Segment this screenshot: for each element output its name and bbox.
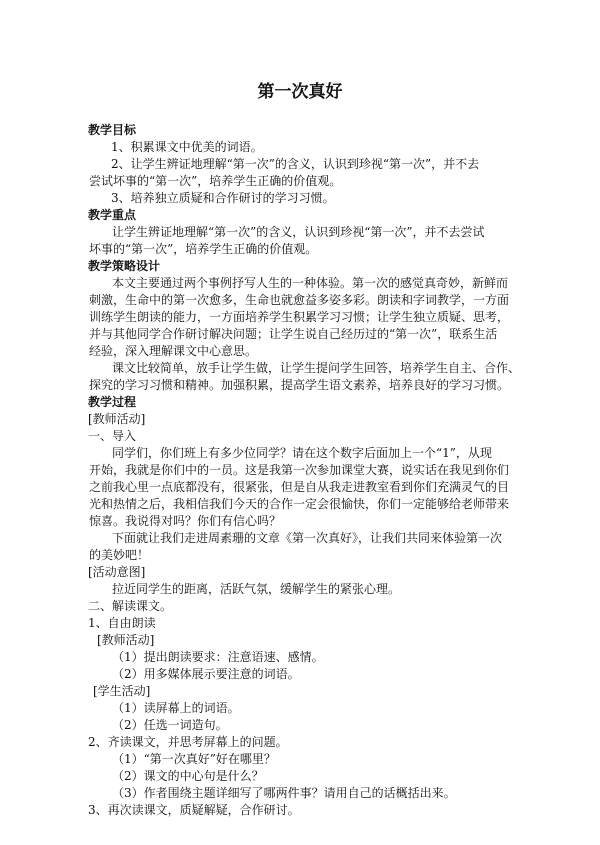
focus-line-1: 让学生辨证地理解“第一次”的含义，认识到珍视“第一次”，并不去尝试 xyxy=(112,225,485,239)
step1-student-label: [学生活动] xyxy=(93,684,151,698)
goal-item-1: 1、积累课文中优美的词语。 xyxy=(111,140,263,154)
strategy-line-3: 训练学生朗读的能力，一方面培养学生积累学习习惯；让学生独立质疑、思考， xyxy=(89,310,510,324)
strategy-line-1: 本文主要通过两个事例抒写人生的一种体验。第一次的感觉真奇妙，新鲜而 xyxy=(112,276,509,290)
step1-student-item-2: （2）任选一词造句。 xyxy=(112,718,228,732)
intro-line-3: 之前我心里一点底都没有，很紧张，但是自从我走进教室看到你们充满灵气的目 xyxy=(89,480,510,494)
step3-heading: 3、再次读课文，质疑解疑，合作研讨。 xyxy=(88,803,300,817)
teacher-activity-label: [教师活动] xyxy=(88,412,146,426)
goal-item-3: 3、培养独立质疑和合作研讨的学习习惯。 xyxy=(111,191,335,205)
intro-line-2: 开始，我就是你们中的一员。这是我第一次参加课堂大赛，说实话在我见到你们 xyxy=(89,463,510,477)
step1-teacher-item-2: （2）用多媒体展示要注意的词语。 xyxy=(112,667,300,681)
strategy-line-6: 课文比较简单，放手让学生做，让学生提问学生回答，培养学生自主、合作、 xyxy=(112,361,521,375)
intro-line-4: 光和热情之后，我相信我们今天的合作一定会很愉快，你们一定能够给老师带来 xyxy=(89,497,510,511)
activity-intent-label: [活动意图] xyxy=(88,565,146,579)
part2-heading: 二、解读课文。 xyxy=(88,599,173,613)
goal-item-2: 2、让学生辨证地理解“第一次”的含义，认识到珍视“第一次”，并不去 xyxy=(111,157,480,171)
step1-teacher-label: [教师活动] xyxy=(97,633,155,647)
strategy-line-5: 经验，深入理解课文中心意思。 xyxy=(89,344,258,358)
intro-line-7: 的美妙吧！ xyxy=(89,548,150,562)
step2-item-2: （2）课文的中心句是什么？ xyxy=(112,769,264,783)
strategy-line-2: 刺激，生命中的第一次愈多，生命也就愈益多姿多彩。朗读和字词教学，一方面 xyxy=(89,293,510,307)
goal-item-2-cont: 尝试坏事的“第一次”，培养学生正确的价值观。 xyxy=(89,174,342,188)
step1-teacher-item-1: （1）提出朗读要求：注意语速、感情。 xyxy=(112,650,324,664)
step2-heading: 2、齐读课文，并思考屏幕上的问题。 xyxy=(88,735,288,749)
focus-line-2: 坏事的“第一次”，培养学生正确的价值观。 xyxy=(89,242,318,256)
strategy-line-7: 探究的学习习惯和精神。加强积累，提高学生语文素养，培养良好的学习习惯。 xyxy=(89,378,510,392)
step2-item-1: （1）“第一次真好”好在哪里？ xyxy=(112,752,276,766)
step1-student-item-1: （1）读屏幕上的词语。 xyxy=(112,701,240,715)
section-heading-strategy: 教学策略设计 xyxy=(88,259,161,273)
document-title: 第一次真好 xyxy=(257,82,343,102)
step2-item-3: （3）作者围绕主题详细写了哪两件事？请用自己的话概括出来。 xyxy=(112,786,456,800)
intro-heading: 一、导入 xyxy=(88,429,137,443)
step1-heading: 1、自由朗读 xyxy=(88,616,156,630)
section-heading-process: 教学过程 xyxy=(88,395,137,409)
section-heading-goals: 教学目标 xyxy=(88,123,137,137)
activity-intent-text: 拉近同学生的距离，活跃气氛，缓解学生的紧张心理。 xyxy=(112,582,401,596)
intro-line-6: 下面就让我们走进周素珊的文章《第一次真好》，让我们共同来体验第一次 xyxy=(112,531,503,545)
intro-line-1: 同学们，你们班上有多少位同学？请在这个数字后面加上一个“1”，从现 xyxy=(112,446,492,460)
strategy-line-4: 并与其他同学合作研讨解决问题；让学生说自己经历过的“第一次”，联系生活 xyxy=(89,327,498,341)
intro-line-5: 惊喜。我说得对吗？你们有信心吗？ xyxy=(89,514,282,528)
section-heading-focus: 教学重点 xyxy=(88,208,137,222)
